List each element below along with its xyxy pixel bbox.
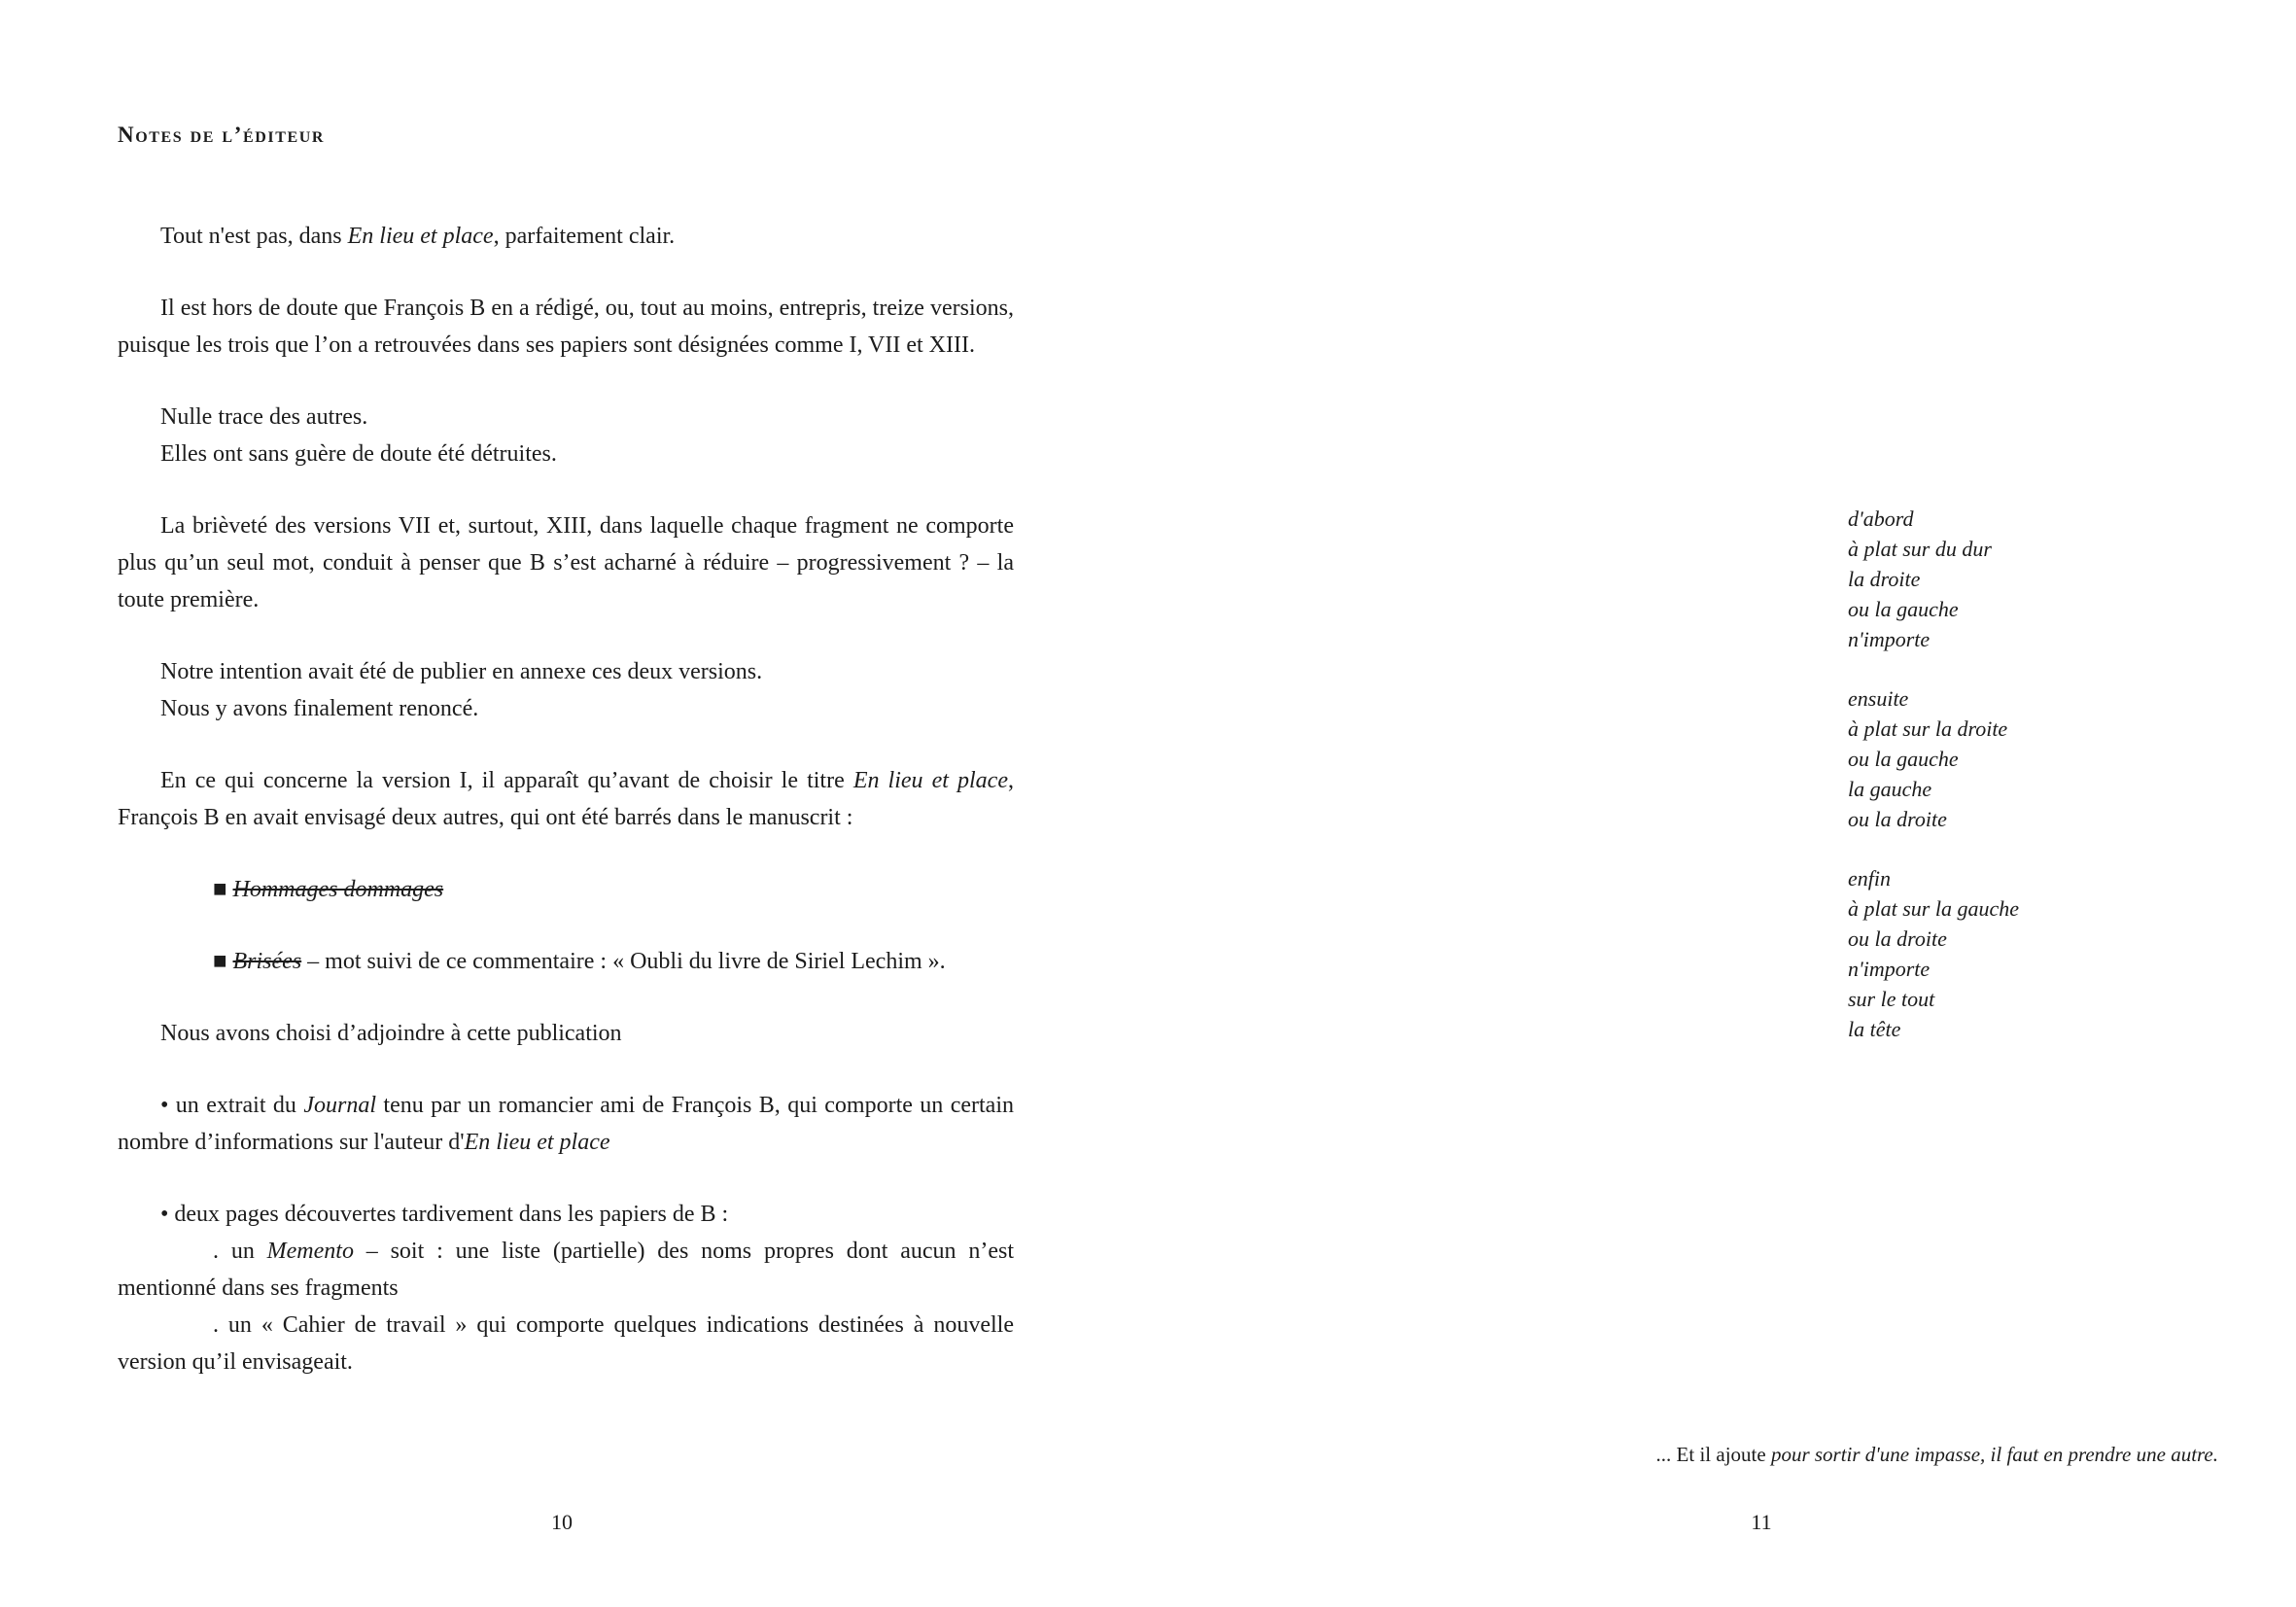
paragraph [118, 1233, 1014, 1307]
poem-line: n'importe [1848, 627, 1931, 651]
poem-line: à plat sur du dur [1848, 537, 1992, 561]
text-segment: ■ [213, 877, 233, 902]
poem-line: à plat sur la droite [1848, 716, 2008, 741]
paragraph [118, 943, 1014, 980]
text-segment: ■ [213, 949, 233, 974]
page-number-right: 11 [1751, 1510, 1772, 1534]
poem-line: à plat sur la gauche [1848, 896, 2019, 921]
paragraph [118, 507, 1014, 618]
poem-line: ou la gauche [1848, 747, 1959, 771]
paragraph [118, 290, 1014, 364]
text-segment: , parfaitement clair. [493, 224, 676, 249]
text-segment: La brièveté des versions VII et, surtout, XIII, dans laquelle chaque fragment ne comporte plus qu’un seul mot, conduit à penser que B s’est acharné à réduire – progressivement ? – la toute première. [118, 513, 1014, 612]
poem-line: ou la droite [1848, 807, 1947, 831]
text-segment: Tout n'est pas, dans [160, 224, 348, 249]
text-segment: En ce qui concerne la version I, il apparaît qu’avant de choisir le titre [160, 768, 853, 793]
poem-stanza [1848, 863, 2019, 1044]
paragraph [118, 1015, 1014, 1052]
text-segment: Notre intention avait été de publier en annexe ces deux versions. [160, 659, 763, 684]
poem-line: la gauche [1848, 777, 1932, 801]
text-segment: – mot suivi de ce commentaire : « Oubli du livre de Siriel Lechim ». [301, 949, 946, 974]
text-segment: Hommages dommages [232, 877, 444, 902]
text-segment: ... Et il ajoute [1655, 1443, 1771, 1466]
paragraph [118, 871, 1014, 908]
text-segment: Nous y avons finalement renoncé. [160, 696, 479, 721]
poem-line: d'abord [1848, 507, 1914, 531]
poem-stanza [1848, 504, 2019, 654]
paragraph [118, 1307, 1014, 1380]
text-segment: • deux pages découvertes tardivement dans les papiers de B : [160, 1202, 729, 1227]
poem-line: ensuite [1848, 686, 1909, 711]
text-segment: En lieu et place [347, 224, 494, 249]
text-segment: pour sortir d'une impasse, il faut en prendre une autre. [1770, 1443, 2218, 1466]
text-segment: , François B en avait envisagé deux autres, qui ont été barrés dans le manuscrit : [118, 768, 1014, 830]
text-segment: • un extrait du [160, 1093, 304, 1118]
text-segment: Elles ont sans guère de doute été détruites. [160, 441, 557, 467]
text-segment: En lieu et place [852, 768, 1008, 793]
paragraph [118, 1087, 1014, 1161]
editor-notes-body [118, 218, 1014, 1380]
text-segment: Il est hors de doute que François B en a rédigé, ou, tout au moins, entrepris, treize versions, puisque les trois que l’on a retrouvées dans ses papiers sont désignées comme I, VII et XIII. [118, 296, 1014, 358]
paragraph [118, 218, 1014, 255]
text-segment: – soit : une liste (partielle) des noms propres dont aucun n’est mentionné dans ses fragments [118, 1239, 1015, 1301]
paragraph [118, 399, 1014, 436]
text-segment: Nous avons choisi d’adjoindre à cette publication [160, 1021, 622, 1046]
paragraph [118, 1196, 1014, 1233]
paragraph [118, 690, 1014, 727]
text-segment: Journal [303, 1093, 376, 1118]
poem [1848, 504, 2019, 1044]
text-segment: Memento [266, 1239, 354, 1264]
text-segment: . un [213, 1239, 267, 1264]
paragraph [118, 653, 1014, 690]
paragraph [118, 436, 1014, 472]
text-segment: tenu par un romancier ami de François B, qui comporte un certain nombre d’informations sur l'auteur d' [118, 1093, 1014, 1155]
left-page-text-block [118, 122, 1014, 1380]
poem-line: sur le tout [1848, 987, 1935, 1011]
poem-stanza [1848, 683, 2019, 834]
text-segment: Nulle trace des autres. [160, 404, 368, 430]
running-head: Notes de l’éditeur [118, 122, 326, 147]
poem-line: n'importe [1848, 957, 1931, 981]
page-number-left: 10 [551, 1510, 573, 1534]
poem-line: enfin [1848, 866, 1891, 891]
text-segment: En lieu et place [464, 1130, 610, 1155]
poem-line: la tête [1848, 1017, 1901, 1041]
poem-line: ou la gauche [1848, 597, 1959, 621]
poem-line: ou la droite [1848, 926, 1947, 951]
text-segment: . un « Cahier de travail » qui comporte quelques indications destinées à nouvelle version qu’il envisageait. [118, 1312, 1014, 1375]
poem-line: la droite [1848, 567, 1921, 591]
paragraph [118, 762, 1014, 836]
text-segment: Brisées [232, 949, 302, 974]
footnote [1656, 1441, 2218, 1468]
